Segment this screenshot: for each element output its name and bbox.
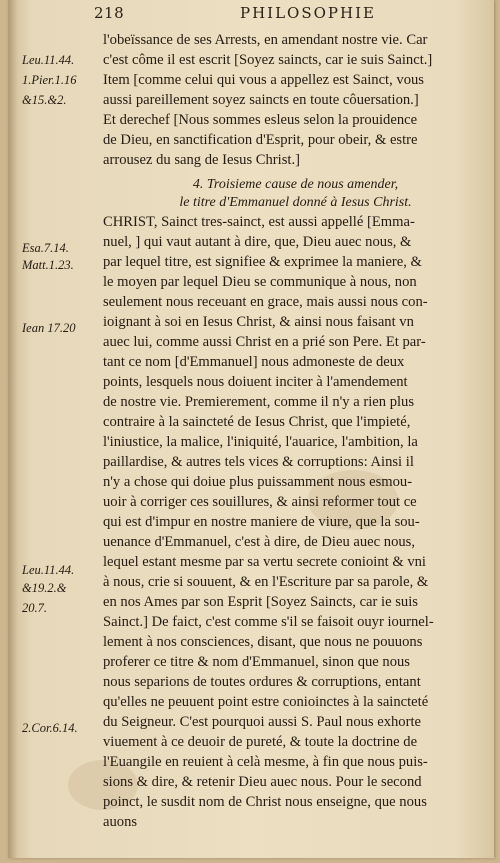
page-number: 218	[94, 4, 125, 22]
text-line: arrousez du sang de Iesus Christ.]	[103, 152, 300, 168]
text-line: points, lesquels nous doiuent inciter à l'amendement	[103, 374, 408, 390]
text-line: contraire à la saincteté de Iesus Christ, que l'impieté,	[103, 414, 411, 430]
text-line: tant ce nom [d'Emmanuel] nous admoneste de deux	[103, 354, 405, 370]
text-line: uoir à corriger ces souillures, & ainsi reformer tout ce	[103, 494, 417, 510]
text-line: Sainct.] De faict, c'est comme s'il se faisoit ouyr iournel-	[103, 614, 434, 630]
text-line: sions & dire, & retenir Dieu auec nous. Pour le second	[103, 774, 422, 790]
running-head: PHILOSOPHIE	[240, 4, 376, 22]
text-line: le moyen par lequel Dieu se communique à nous, non	[103, 274, 417, 290]
text-line: nous separions de toutes ordures & corruptions, entant	[103, 674, 421, 690]
page-gutter-shadow	[8, 0, 18, 858]
text-line: n'y a chose qui doiue plus puissamment nous esmou-	[103, 474, 413, 490]
margin-reference: &15.&2.	[22, 93, 67, 107]
text-line: poinct, le susdit nom de Christ nous enseigne, que nous	[103, 794, 427, 810]
text-line: seulement nous receuant en grace, mais aussi nous con-	[103, 294, 428, 310]
text-line: auec lui, comme aussi Christ en a prié son Pere. Et par-	[103, 334, 426, 350]
text-line: paillardise, & autres tels vices & corruptions: Ainsi il	[103, 454, 414, 470]
text-line: viuement à ce deuoir de pureté, & toute la doctrine de	[103, 734, 418, 750]
text-line: ioignant à soi en Iesus Christ, & ainsi nous faisant vn	[103, 314, 414, 330]
text-line: c'est côme il est escrit [Soyez saincts, car ie suis Sainct.]	[103, 52, 433, 68]
margin-reference: Esa.7.14.	[22, 241, 69, 255]
margin-reference: 2.Cor.6.14.	[22, 721, 78, 735]
text-line: qu'elles ne peuuent point estre conioinctes à la saincteté	[103, 694, 429, 710]
text-line: en nos Ames par son Esprit [Soyez Saincts, car ie suis	[103, 594, 418, 610]
text-line: Et derechef [Nous sommes esleus selon la prouidence	[103, 112, 418, 128]
text-line: aussi pareillement soyez saincts en toute côuersation.]	[103, 92, 419, 108]
margin-reference: Leu.11.44.	[22, 563, 75, 577]
text-line: l'Euangile en reuient à celà mesme, à fin que nous puis-	[103, 754, 428, 770]
text-line: de Dieu, en sanctification d'Esprit, pour obeir, & estre	[103, 132, 418, 148]
text-line: du Seigneur. C'est pourquoi aussi S. Paul nous exhorte	[103, 714, 421, 730]
text-line: CHRIST, Sainct tres-sainct, est aussi appellé [Emma-	[103, 214, 415, 230]
margin-reference: Iean 17.20	[22, 321, 76, 335]
text-line: par lequel titre, est signifiee & exprimee la maniere, &	[103, 254, 422, 270]
text-line: proferer ce titre & nom d'Emmanuel, sinon que nous	[103, 654, 410, 670]
margin-reference: &19.2.&	[22, 581, 67, 595]
text-line: à nous, crie si souuent, & en l'Escriture par sa parole, &	[103, 574, 429, 590]
section-heading-line: le titre d'Emmanuel donné à Iesus Christ.	[179, 195, 412, 210]
text-line: qui est d'impur en nostre maniere de viure, que la sou-	[103, 514, 420, 530]
text-line: Item [comme celui qui vous a appellez est Sainct, vous	[103, 72, 424, 88]
text-line: nuel, ] qui vaut autant à dire, que, Dieu auec nous, &	[103, 234, 412, 250]
book-page	[8, 0, 494, 858]
margin-reference: Leu.11.44.	[22, 53, 75, 67]
margin-reference: 1.Pier.1.16	[22, 73, 77, 87]
margin-reference: 20.7.	[22, 601, 47, 615]
text-line: de nostre vie. Premierement, comme il n'y a rien plus	[103, 394, 415, 410]
page-header	[8, 4, 494, 24]
text-line: l'obeïssance de ses Arrests, en amendant nostre vie. Car	[103, 32, 428, 48]
section-heading-line: 4. Troisieme cause de nous amender,	[192, 177, 399, 192]
text-line: l'iniustice, la malice, l'iniquité, l'auarice, l'ambition, la	[103, 434, 418, 450]
margin-reference: Matt.1.23.	[22, 258, 74, 272]
text-line: lequel estant mesme par sa vertu secrete conioint & vni	[103, 554, 426, 570]
text-line: lement à nos consciences, disant, que nous ne pouuons	[103, 634, 423, 650]
text-line: uenance d'Emmanuel, c'est à dire, de Dieu auec nous,	[103, 534, 416, 550]
text-line: auons	[103, 814, 138, 830]
